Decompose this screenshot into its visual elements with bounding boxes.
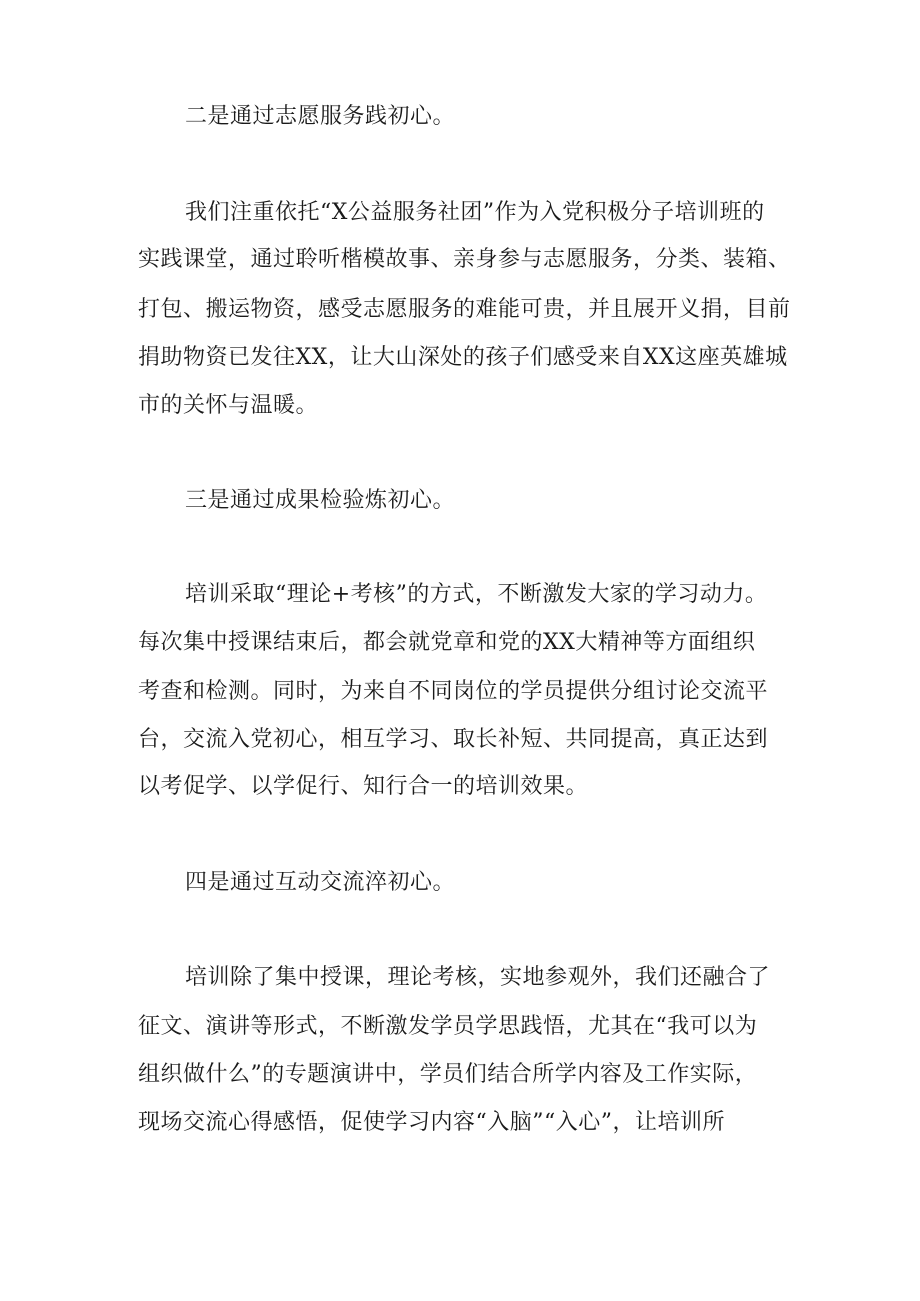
paragraph-line: 我们注重依托“X公益服务社团”作为入党积极分子培训班的 — [185, 200, 765, 225]
section-heading: 四是通过互动交流淬初心。 — [185, 870, 456, 895]
paragraph-line: 市的关怀与温暖。 — [138, 393, 319, 418]
paragraph-line: 台，交流入党初心，相互学习、取长补短、共同提高，真正达到 — [138, 727, 769, 752]
paragraph-line: 现场交流心得感悟，促使学习内容“入脑”“入心”，让培训所 — [138, 1110, 725, 1135]
paragraph-line: 考查和检测。同时，为来自不同岗位的学员提供分组讨论交流平 — [138, 679, 769, 704]
section-heading: 二是通过志愿服务践初心。 — [185, 104, 456, 129]
paragraph-line: 培训采取“理论+考核”的方式，不断激发大家的学习动力。 — [185, 582, 768, 607]
paragraph-line: 培训除了集中授课，理论考核，实地参观外，我们还融合了 — [185, 965, 771, 990]
paragraph-line: 打包、搬运物资，感受志愿服务的难能可贵，并且展开义捐，目前 — [138, 297, 791, 322]
paragraph-line: 征文、演讲等形式，不断激发学员学思践悟，尤其在“我可以为 — [138, 1014, 758, 1039]
paragraph-line: 每次集中授课结束后，都会就党章和党的XX大精神等方面组织 — [138, 630, 756, 655]
paragraph-line: 以考促学、以学促行、知行合一的培训效果。 — [138, 774, 589, 799]
section-heading: 三是通过成果检验炼初心。 — [185, 488, 456, 513]
paragraph-line: 组织做什么”的专题演讲中，学员们结合所学内容及工作实际， — [138, 1062, 758, 1087]
paragraph-line: 捐助物资已发往XX，让大山深处的孩子们感受来自XX这座英雄城 — [138, 345, 788, 370]
paragraph-line: 实践课堂，通过聆听楷模故事、亲身参与志愿服务，分类、装箱、 — [138, 247, 791, 272]
